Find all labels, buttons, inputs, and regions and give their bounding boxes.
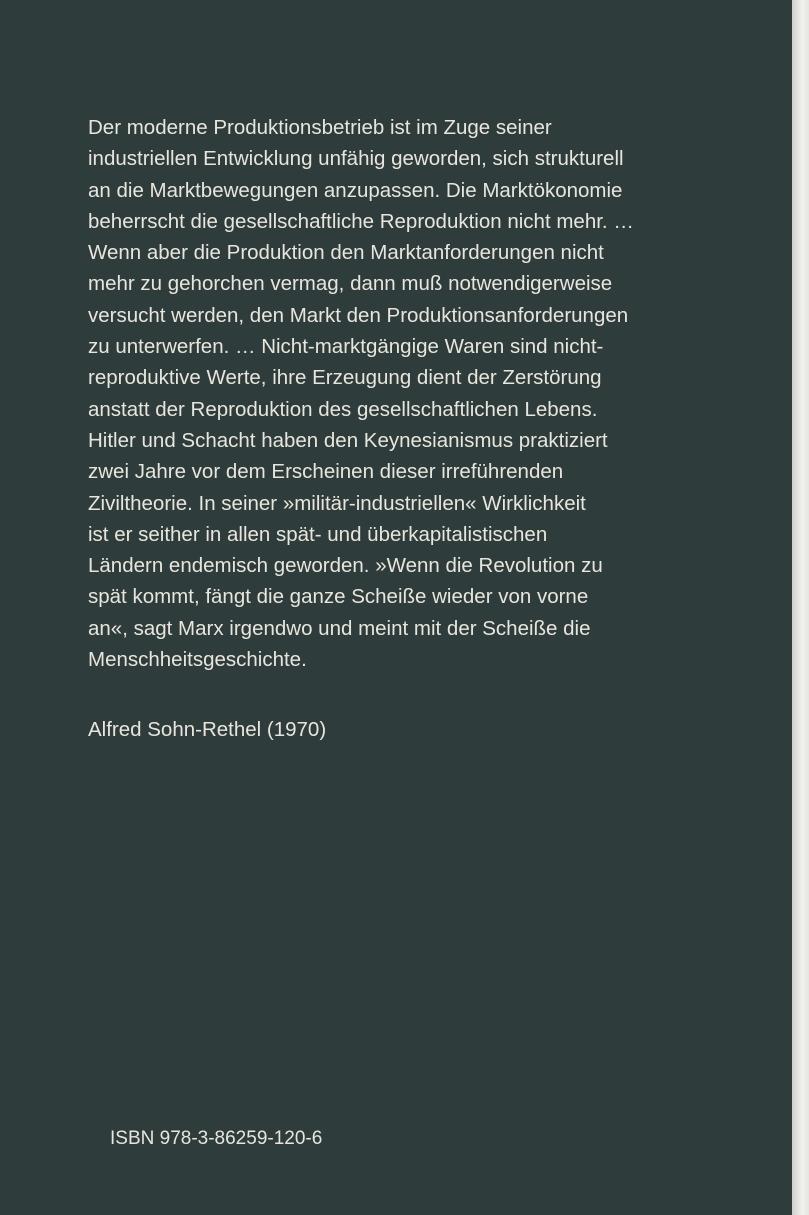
blurb-line: anstatt der Reproduktion des gesellschaftlichen Lebens. <box>88 397 598 421</box>
blurb-line: Ziviltheorie. In seiner »militär-industriellen« Wirklichkeit <box>88 491 586 515</box>
blurb-line: industriellen Entwicklung unfähig geworden, sich strukturell <box>88 147 624 171</box>
blurb-line: an die Marktbewegungen anzupassen. Die Marktökonomie <box>88 178 623 202</box>
blurb-line: zwei Jahre vor dem Erscheinen dieser irreführenden <box>88 460 564 484</box>
blurb-line: ist er seither in allen spät- und überkapitalistischen <box>88 522 548 546</box>
blurb-line: reproduktive Werte, ihre Erzeugung dient der Zerstörung <box>88 366 602 390</box>
blurb-line: Hitler und Schacht haben den Keynesianismus praktiziert <box>88 428 608 452</box>
blurb-line: Ländern endemisch geworden. »Wenn die Revolution zu <box>88 554 603 578</box>
blurb-line: an«, sagt Marx irgendwo und meint mit der Scheiße die <box>88 616 591 640</box>
blurb-line: Menschheitsgeschichte. <box>88 648 307 672</box>
page-edge <box>792 0 809 1215</box>
blurb-line: Der moderne Produktionsbetrieb ist im Zuge seiner <box>88 116 552 139</box>
blurb-line: zu unterwerfen. … Nicht-marktgängige Waren sind nicht- <box>88 335 604 359</box>
blurb-line: mehr zu gehorchen vermag, dann muß notwendigerweise <box>88 272 613 296</box>
blurb-line: versucht werden, den Markt den Produktionsanforderungen <box>88 303 629 327</box>
blurb-line: Wenn aber die Produktion den Marktanforderungen nicht <box>88 241 604 265</box>
blurb-text <box>88 112 678 675</box>
isbn-number: ISBN 978-3-86259-120-6 <box>110 1128 323 1149</box>
attribution: Alfred Sohn-Rethel (1970) <box>88 718 327 741</box>
blurb-line: beherrscht die gesellschaftliche Reproduktion nicht mehr. … <box>88 209 634 233</box>
blurb-line: spät kommt, fängt die ganze Scheiße wieder von vorne <box>88 585 589 609</box>
